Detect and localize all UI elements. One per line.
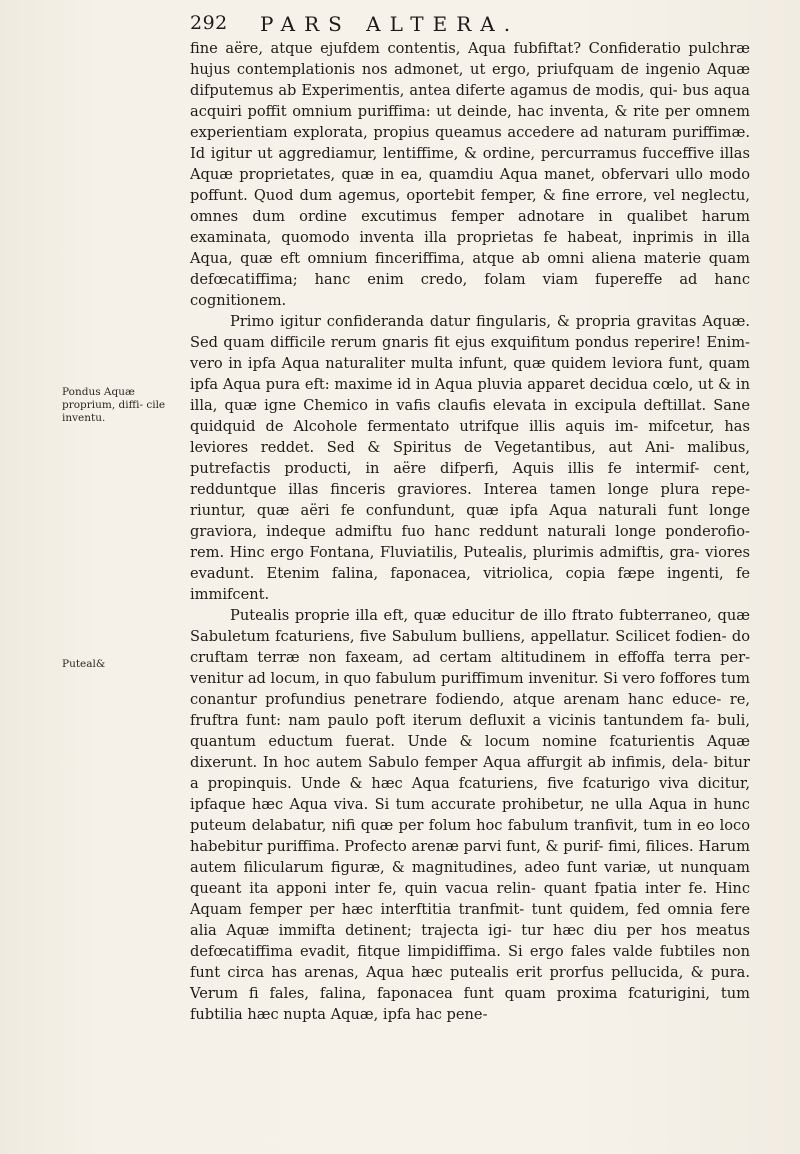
page-number: 292 (190, 12, 228, 34)
marginal-note-putealis: Puteal& (62, 658, 106, 670)
running-title: PARS ALTERA. (260, 12, 520, 36)
paragraph-putealis: Putealis proprie illa eft, quæ educitur de illo ftrato fubterraneo, quæ Sabuletum fcaturiens, five Sabulum bulliens, appellatur. Scilicet fodien- do cruftam terræ non faxeam, ad certam altitudinem in effoffa terra per- venitur ad locum, in quo fabulum puriffimum invenitur. Si vero foffores tum conantur profundius penetrare fodiendo, atque arenam hanc educe- re, fruftra funt: nam paulo poft iterum defluxit a vicinis tantundem fa- buli, quantum eductum fuerat. Unde & locum nomine fcaturientis Aquæ dixerunt. In hoc autem Sabulo femper Aqua affurgit ab infimis, dela- bitur a propinquis. Unde & hæc Aqua fcaturiens, five fcaturigo viva dicitur, ipfaque hæc Aqua viva. Si tum accurate prohibetur, ne ulla Aqua in hunc puteum delabatur, nifi quæ per folum hoc fabulum tranfivit, tum in eo loco habebitur puriffima. Profecto arenæ parvi funt, & purif- fimi, filices. Harum autem filicularum figuræ, & magnitudines, adeo funt variæ, ut nunquam queant ita apponi inter fe, quin vacua relin- quant fpatia inter fe. Hinc Aquam femper per hæc interftitia tranfmit- tunt quidem, fed omnia fere alia Aquæ immifta detinent; trajecta igi- tur hæc diu per hos meatus defœcatiffima evadit, fitque limpidiffima. Si ergo fales valde fubtiles non funt circa has arenas, Aqua hæc putealis erit prorfus pellucida, & pura. Verum fi fales, falina, faponacea funt quam proxima fcaturigini, tum fubtilia hæc nupta Aquæ, ipfa hac pene- (190, 607, 750, 1023)
paragraph-gravitas: Primo igitur confideranda datur fingularis, & propria gravitas Aquæ. Sed quam difficile rerum gnaris fit ejus exquifitum pondus reperire! Enim- vero in ipfa Aqua naturaliter multa infunt, quæ quidem leviora funt, quam ipfa Aqua pura eft: maxime id in Aqua pluvia apparet decidua cœlo, ut & in illa, quæ igne Chemico in vafis claufis elevata in excipula deftillat. Sane quidquid de Alcohole fermentato utrifque illis aquis im- mifcetur, has leviores reddet. Sed & Spiritus de Vegetantibus, aut Ani- malibus, putrefactis producti, in aëre difperfi, Aquis illis fe intermif- cent, redduntque illas finceris graviores. Interea tamen longe plura repe- riuntur, quæ aëri fe confundunt, quæ ipfa Aqua naturali funt longe graviora, indeque admiftu fuo hanc reddunt naturali longe ponderofio- rem. Hinc ergo Fontana, Fluviatilis, Putealis, plurimis admiftis, gra- viores evadunt. Etenim falina, faponacea, vitriolica, copia fæpe ingenti, fe immifcent. (190, 313, 750, 603)
marginal-note-pondus: Pondus Aquæ proprium, diffi- cile inventu. (62, 386, 166, 424)
body-text (190, 38, 750, 1025)
page-header (190, 12, 750, 38)
paragraph-continuation: fine aëre, atque ejufdem contentis, Aqua fubfiftat? Confideratio pulchræ hujus contemplationis nos admonet, ut ergo, priufquam de ingenio Aquæ difputemus ab Experimentis, antea diferte agamus de modis, qui- bus aqua acquiri poffit omnium puriffima: ut deinde, hac inventa, & rite per omnem experientiam explorata, propius queamus accedere ad naturam puriffimæ. Id igitur ut aggrediamur, lentiffime, & ordine, percurramus fucceffive illas Aquæ proprietates, quæ in ea, quamdiu Aqua manet, obfervari ullo modo poffunt. Quod dum agemus, oportebit femper, & fine errore, vel neglectu, omnes dum ordine excutimus femper adnotare in qualibet harum examinata, quomodo inventa illa proprietas fe habeat, inprimis in illa Aqua, quæ eft omnium finceriffima, atque ab omni aliena materie quam defœcatiffima; hanc enim credo, folam viam fupereffe ad hanc cognitionem. (190, 40, 750, 309)
